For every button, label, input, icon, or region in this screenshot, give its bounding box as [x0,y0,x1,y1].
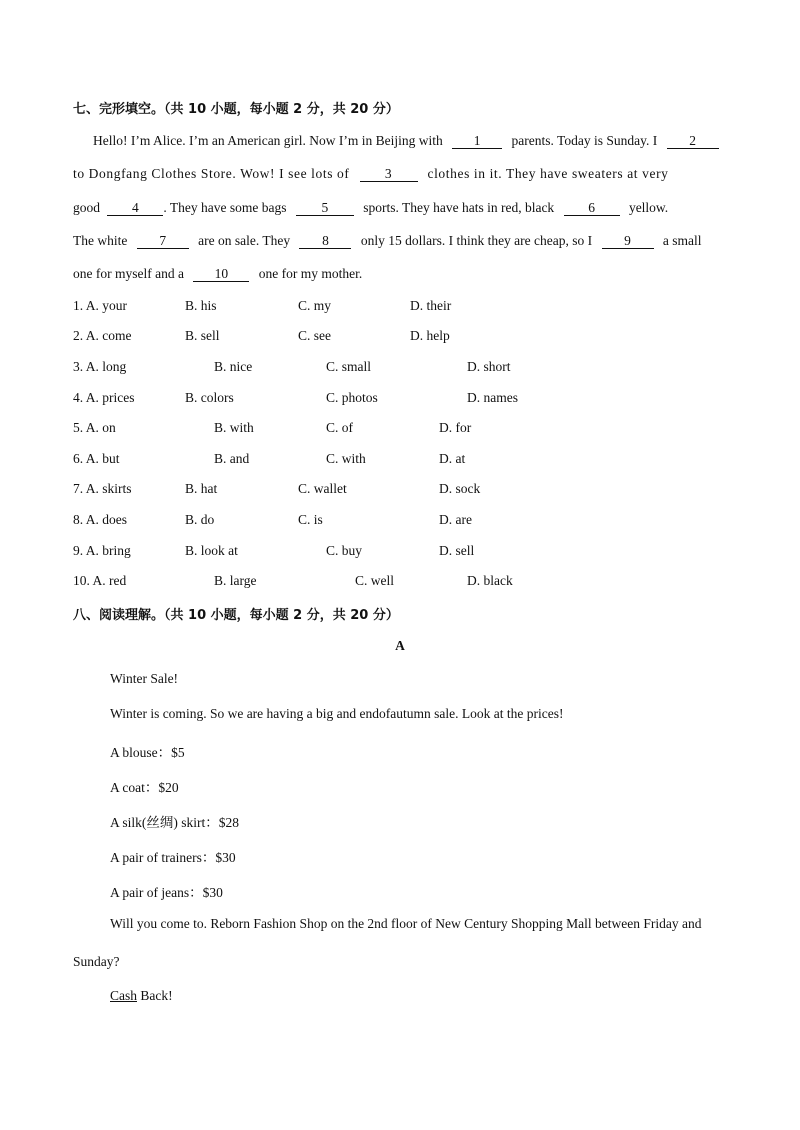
option-c: C. see [298,328,331,343]
option-a: 5. A. on [73,420,116,435]
option-b: B. nice [214,359,253,374]
option-d: D. black [467,573,513,588]
passage-text: clothes in it. They have sweaters at very [427,166,669,181]
option-c: C. well [355,573,394,588]
blank-1: 1 [452,134,502,149]
option-a: 1. A. your [73,298,127,313]
blank-9: 9 [602,234,654,249]
cash-rest: Back! [137,988,173,1003]
invite-line: Will you come to. Reborn Fashion Shop on the 2nd floor of New Century Shopping Mall between Friday and [110,916,702,931]
option-c: C. photos [326,390,378,405]
passage-line-3 [73,200,668,216]
price-line: A blouse：$5 [110,745,185,760]
passage-line-5 [73,266,362,282]
option-d: D. help [410,328,450,343]
price-line: A silk(丝绸) skirt：$28 [110,815,240,830]
passage-text: a small [662,233,702,248]
passage-text: parents. Today is Sunday. I [511,133,658,148]
blank-6: 6 [564,201,620,216]
option-a: 7. A. skirts [73,481,132,496]
option-c: C. is [298,512,323,527]
option-b: B. his [185,298,217,313]
option-c: C. small [326,359,372,374]
ad-title: Winter Sale! [110,671,179,686]
option-c: C. my [298,298,332,313]
passage-text: one for myself and a [73,266,184,281]
option-b: B. colors [185,390,234,405]
passage-text: to Dongfang Clothes Store. Wow! I see lots of [73,166,350,181]
option-a: 10. A. red [73,573,127,588]
passage-text: The white [73,233,128,248]
cash-back-line [110,988,173,1004]
ad-intro: Winter is coming. So we are having a big and endofautumn sale. Look at the prices! [110,706,564,721]
option-d: D. at [439,451,466,466]
blank-10: 10 [193,267,249,282]
option-c: C. wallet [298,481,347,496]
passage-line-4 [73,233,702,249]
passage-text: Hello! I’m Alice. I’m an American girl. Now I’m in Beijing with [93,133,443,148]
section-8-heading: 八、阅读理解。（共 10 小题，每小题 2 分，共 20 分） [73,608,399,623]
part-label: A [395,638,405,653]
option-b: B. large [214,573,257,588]
passage-line-2 [73,166,669,182]
cash-word: Cash [110,988,137,1003]
passage-text: one for my mother. [258,266,363,281]
passage-text: sports. They have hats in red, black [363,200,555,215]
passage-text: . They have some bags [163,200,287,215]
option-d: D. short [467,359,511,374]
blank-5: 5 [296,201,354,216]
option-b: B. with [214,420,254,435]
passage-text: are on sale. They [198,233,291,248]
price-line: A coat：$20 [110,780,179,795]
passage-text: yellow. [628,200,669,215]
option-a: 2. A. come [73,328,132,343]
blank-4: 4 [107,201,163,216]
option-d: D. names [467,390,518,405]
option-c: C. of [326,420,353,435]
option-c: C. buy [326,543,363,558]
option-a: 3. A. long [73,359,127,374]
price-line: A pair of jeans：$30 [110,885,223,900]
option-b: B. look at [185,543,238,558]
price-line: A pair of trainers：$30 [110,850,236,865]
option-a: 4. A. prices [73,390,135,405]
section-7-heading: 七、完形填空。（共 10 小题，每小题 2 分，共 20 分） [73,102,399,117]
option-a: 8. A. does [73,512,127,527]
option-b: B. do [185,512,215,527]
option-b: B. hat [185,481,218,496]
blank-7: 7 [137,234,189,249]
invite-line-cont: Sunday? [73,954,120,969]
option-b: B. sell [185,328,220,343]
blank-8: 8 [299,234,351,249]
option-d: D. sock [439,481,481,496]
option-d: D. are [439,512,472,527]
option-a: 9. A. bring [73,543,131,558]
option-a: 6. A. but [73,451,120,466]
passage-text: only 15 dollars. I think they are cheap, so I [360,233,593,248]
option-d: D. for [439,420,472,435]
option-d: D. their [410,298,452,313]
passage-line-1 [93,133,719,149]
blank-2: 2 [667,134,719,149]
blank-3: 3 [360,167,418,182]
option-b: B. and [214,451,250,466]
option-c: C. with [326,451,366,466]
passage-text: good [73,200,100,215]
option-d: D. sell [439,543,475,558]
